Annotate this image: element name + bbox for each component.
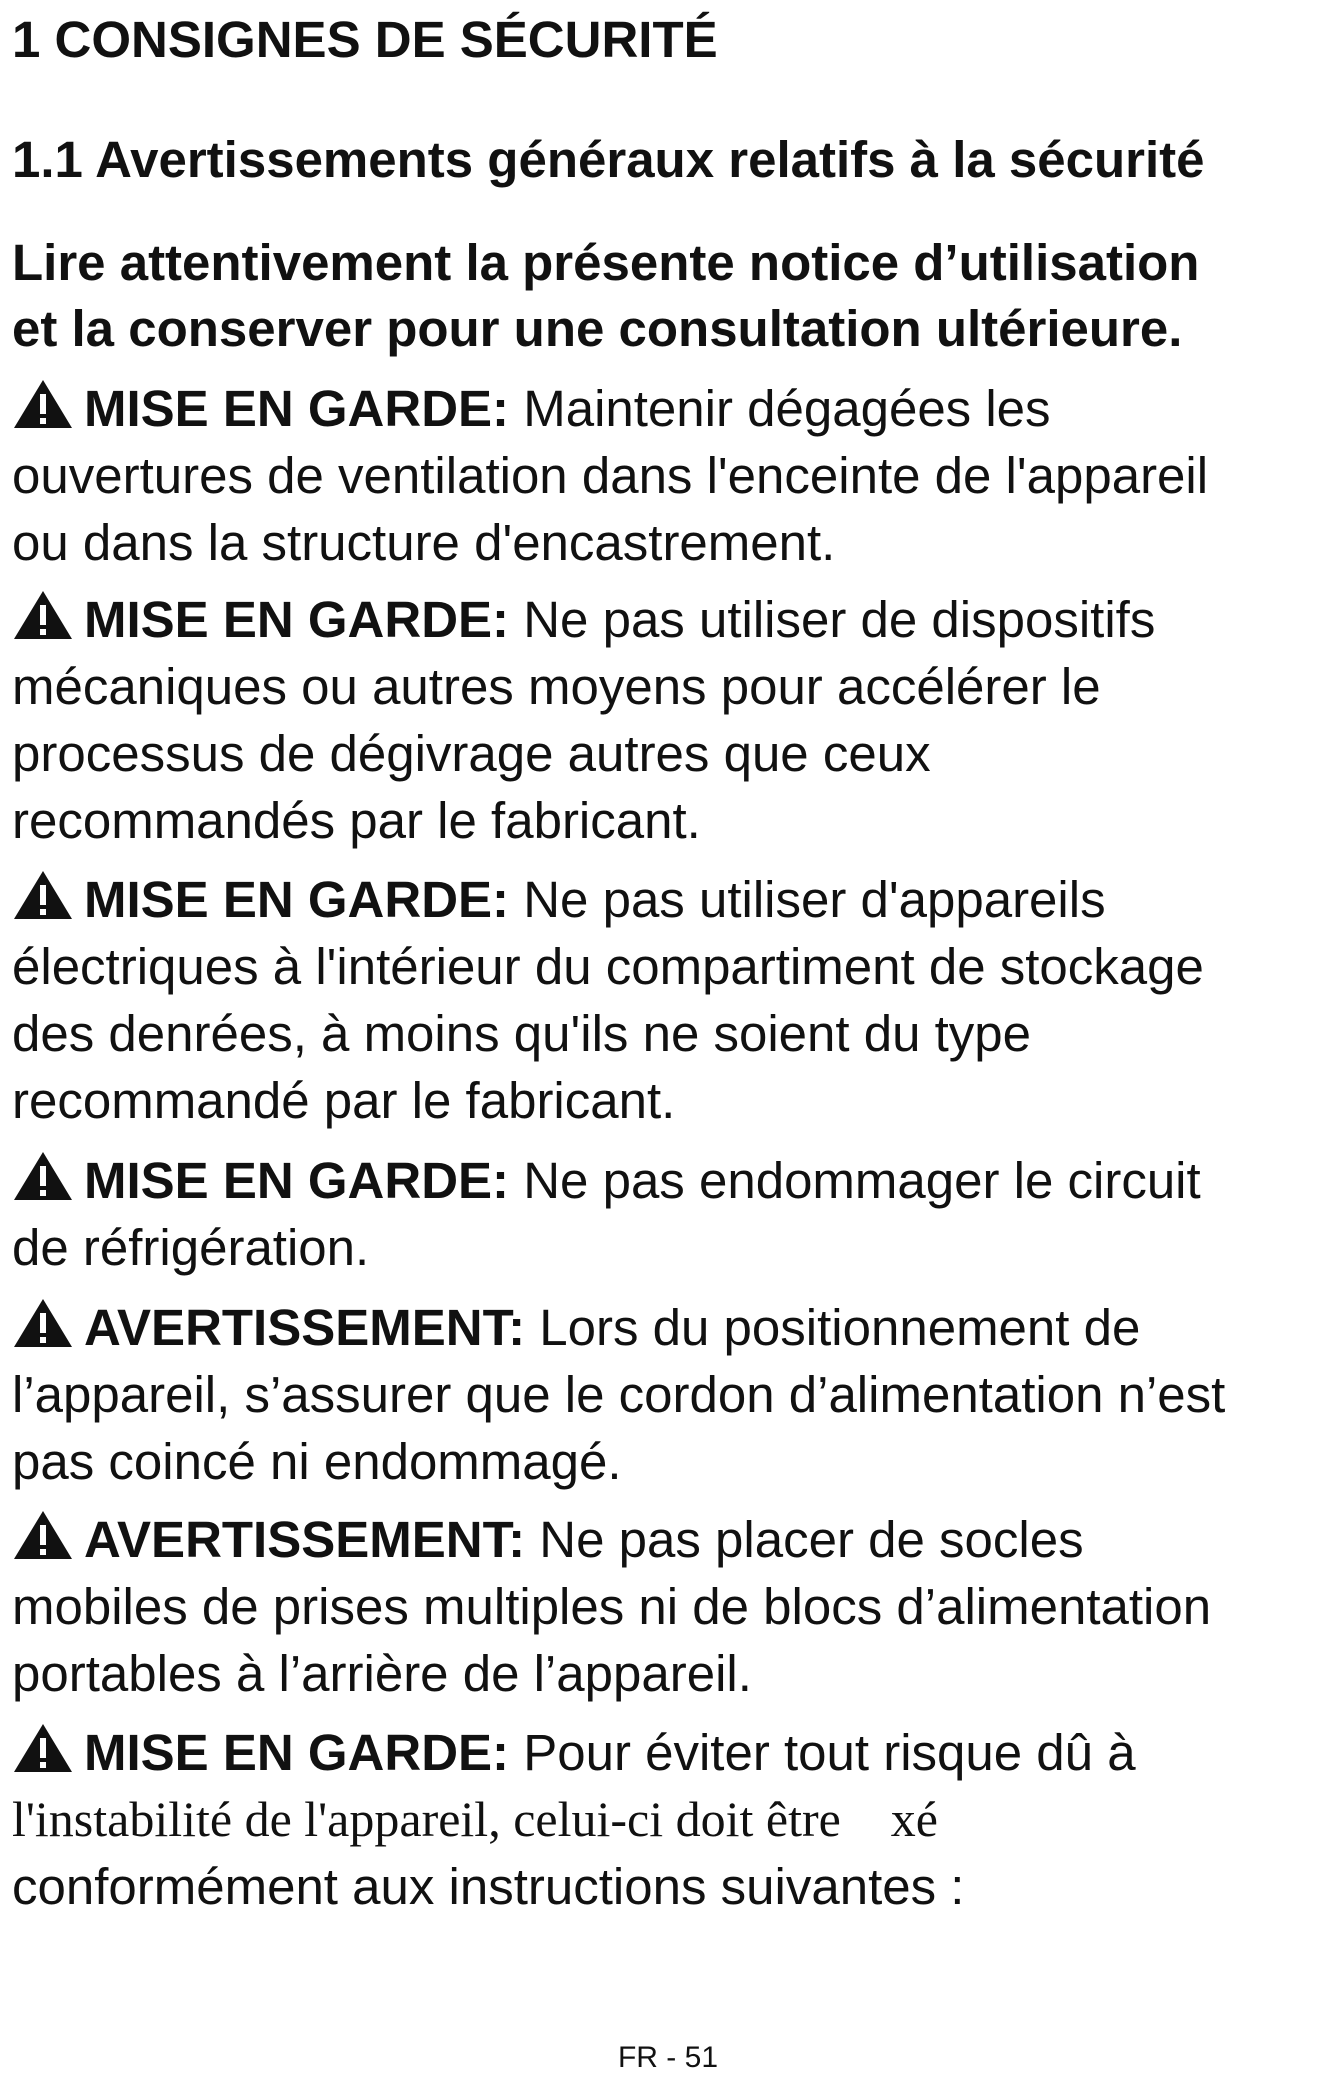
warning-keyword: MISE EN GARDE: bbox=[84, 591, 510, 648]
warning-text: Ne pas utiliser de dispositifs bbox=[523, 591, 1156, 648]
warning-first-line bbox=[12, 866, 1204, 933]
warning-text: Pour éviter tout risque dû à bbox=[523, 1724, 1136, 1781]
warning-first-line bbox=[12, 375, 1208, 442]
warning-text-line: électriques à l'intérieur du compartiment de stockage bbox=[12, 938, 1204, 995]
warning-text-line: recommandé par le fabricant. bbox=[12, 1072, 676, 1129]
warning-text: Ne pas endommager le circuit bbox=[523, 1152, 1201, 1209]
warning-text: Ne pas placer de socles bbox=[539, 1511, 1084, 1568]
intro-line: et la conserver pour une consultation ultérieure. bbox=[12, 300, 1183, 357]
warning-first-line bbox=[12, 1294, 1225, 1361]
warning-text-line: mécaniques ou autres moyens pour accélérer le bbox=[12, 658, 1101, 715]
warning-text-line: ouvertures de ventilation dans l'enceinte de l'appareil bbox=[12, 447, 1209, 504]
warning-text: Ne pas utiliser d'appareils bbox=[523, 871, 1106, 928]
warning-first-line bbox=[12, 586, 1155, 653]
warning-text-line: conformément aux instructions suivantes : bbox=[12, 1858, 965, 1915]
warning-text-line: processus de dégivrage autres que ceux bbox=[12, 725, 931, 782]
warning-text-line: l’appareil, s’assurer que le cordon d’alimentation n’est bbox=[12, 1366, 1226, 1423]
warning-text-line: de réfrigération. bbox=[12, 1219, 370, 1276]
warning-keyword: AVERTISSEMENT: bbox=[84, 1299, 526, 1356]
warning-triangle-icon bbox=[12, 1722, 74, 1774]
warning-triangle-icon bbox=[12, 1297, 74, 1349]
warning-item bbox=[12, 1147, 1201, 1281]
warning-keyword: MISE EN GARDE: bbox=[84, 1724, 510, 1781]
warning-text-line: portables à l’arrière de l’appareil. bbox=[12, 1645, 752, 1702]
warning-text: Lors du positionnement de bbox=[539, 1299, 1141, 1356]
warning-keyword: MISE EN GARDE: bbox=[84, 380, 510, 437]
warning-triangle-icon bbox=[12, 378, 74, 430]
warning-text-line: des denrées, à moins qu'ils ne soient du type bbox=[12, 1005, 1032, 1062]
intro-line: Lire attentivement la présente notice d’utilisation bbox=[12, 234, 1200, 291]
warning-first-line bbox=[12, 1506, 1211, 1573]
warning-keyword: MISE EN GARDE: bbox=[84, 871, 510, 928]
warning-triangle-icon bbox=[12, 589, 74, 641]
warning-text-line: recommandés par le fabricant. bbox=[12, 792, 701, 849]
warning-item bbox=[12, 1506, 1211, 1707]
warning-first-line bbox=[12, 1719, 1136, 1786]
warning-triangle-icon bbox=[12, 869, 74, 921]
warning-item bbox=[12, 586, 1155, 854]
warning-triangle-icon bbox=[12, 1150, 74, 1202]
warning-item bbox=[12, 866, 1204, 1134]
warning-first-line bbox=[12, 1147, 1201, 1214]
warning-keyword: MISE EN GARDE: bbox=[84, 1152, 510, 1209]
subsection-title: 1.1 Avertissements généraux relatifs à la sécurité bbox=[12, 131, 1205, 188]
warning-item bbox=[12, 375, 1208, 576]
warning-text-line: pas coincé ni endommagé. bbox=[12, 1433, 622, 1490]
warning-text-line: l'instabilité de l'appareil, celui-ci doit être xé bbox=[12, 1791, 939, 1847]
warning-item bbox=[12, 1719, 1136, 1920]
warning-triangle-icon bbox=[12, 1509, 74, 1561]
section-title: 1 CONSIGNES DE SÉCURITÉ bbox=[12, 11, 718, 68]
page-number: FR - 51 bbox=[617, 2041, 719, 2074]
intro-instruction bbox=[12, 230, 1199, 362]
warning-text-line: mobiles de prises multiples ni de blocs d’alimentation bbox=[12, 1578, 1212, 1635]
warning-keyword: AVERTISSEMENT: bbox=[84, 1511, 526, 1568]
warning-text-line: ou dans la structure d'encastrement. bbox=[12, 514, 836, 571]
warning-text: Maintenir dégagées les bbox=[523, 380, 1051, 437]
warning-item bbox=[12, 1294, 1225, 1495]
